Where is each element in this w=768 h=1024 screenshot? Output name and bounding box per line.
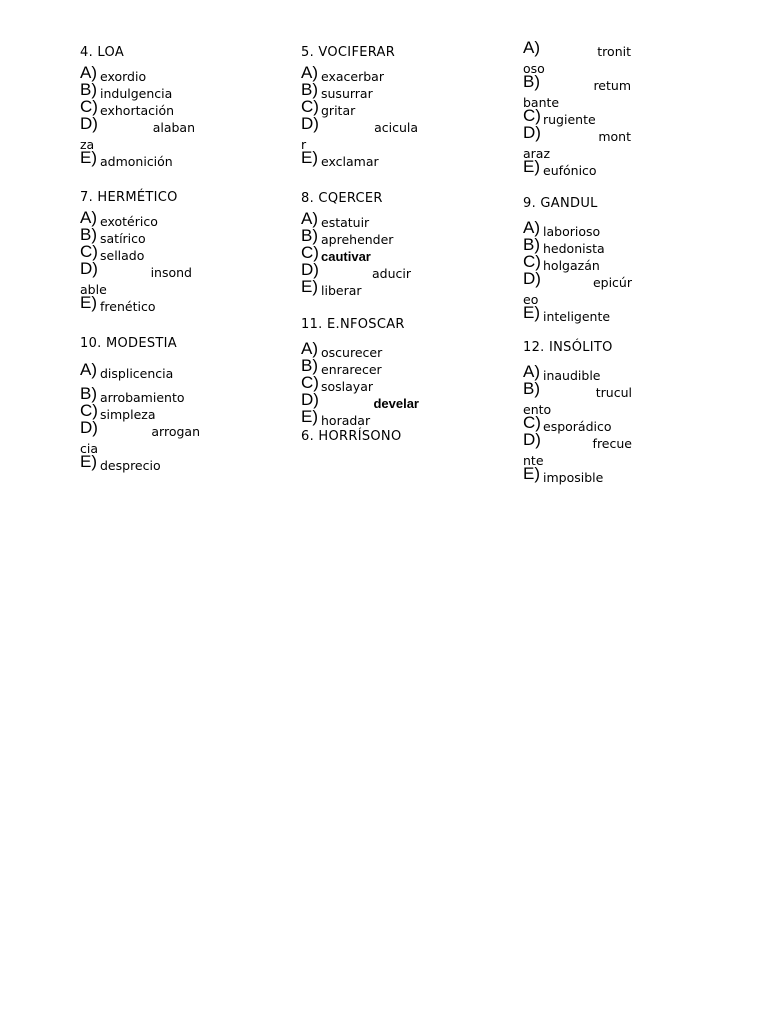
option-a[interactable]: A) displicencia	[80, 360, 174, 381]
option-a[interactable]: A) exotérico	[80, 208, 158, 229]
option-c[interactable]: C) esporádico	[523, 413, 612, 434]
option-b[interactable]: B) enrarecer	[301, 356, 382, 377]
option-b[interactable]: B) hedonista	[523, 235, 605, 256]
question-10	[80, 334, 200, 473]
option-e[interactable]: E) inteligente	[523, 303, 611, 324]
option-d[interactable]: D) aducir	[301, 260, 411, 281]
option-e[interactable]: E) desprecio	[80, 452, 161, 473]
option-d[interactable]: D) frecue nte	[523, 430, 632, 468]
question-title: 10. MODESTIA	[80, 336, 177, 351]
question-title: 4. LOA	[80, 45, 125, 60]
option-c[interactable]: C) sellado	[80, 242, 145, 263]
option-e[interactable]: E) frenético	[80, 293, 156, 314]
option-e[interactable]: E) eufónico	[523, 157, 597, 178]
option-a[interactable]: A) tronit oso	[523, 38, 631, 76]
option-a[interactable]: A) laborioso	[523, 218, 601, 239]
option-c[interactable]: C) simpleza	[80, 401, 156, 422]
question-6	[523, 38, 631, 178]
option-c[interactable]: C) holgazán	[523, 252, 600, 273]
option-b[interactable]: B) satírico	[80, 225, 146, 246]
question-title: 7. HERMÉTICO	[80, 190, 178, 205]
option-a[interactable]: A) inaudible	[523, 362, 601, 383]
question-12	[523, 338, 632, 485]
option-b[interactable]: B) indulgencia	[80, 80, 173, 101]
question-7	[80, 188, 192, 314]
question-11	[301, 315, 419, 445]
option-e[interactable]: E) horadar	[301, 407, 371, 428]
option-d[interactable]: D) mont araz	[523, 123, 631, 161]
option-d[interactable]: D) acicula r	[301, 114, 418, 152]
option-e[interactable]: E) imposible	[523, 464, 604, 485]
option-c[interactable]: C) exhortación	[80, 97, 175, 118]
option-e[interactable]: E) admonición	[80, 148, 173, 169]
question-8	[301, 189, 411, 298]
option-e[interactable]: E) liberar	[301, 277, 362, 298]
question-5	[301, 43, 418, 169]
option-a[interactable]: A) exordio	[80, 63, 147, 84]
option-b[interactable]: B) aprehender	[301, 226, 394, 247]
option-d[interactable]: D) insond able	[80, 259, 192, 297]
question-title: 5. VOCIFERAR	[301, 45, 396, 60]
question-title: 8. CQERCER	[301, 191, 383, 206]
option-d[interactable]: D) epicúr eo	[523, 269, 632, 307]
option-b[interactable]: B) retum bante	[523, 72, 631, 110]
option-a[interactable]: A) estatuir	[301, 209, 370, 230]
option-d[interactable]: D) alaban za	[80, 114, 195, 152]
option-d[interactable]: D) arrogan cia	[80, 418, 200, 456]
option-c[interactable]: C) cautivar	[301, 243, 371, 264]
option-c[interactable]: C) rugiente	[523, 106, 596, 127]
question-6-title: 6. HORRÍSONO	[301, 429, 402, 444]
option-c[interactable]: C) gritar	[301, 97, 356, 118]
option-a[interactable]: A) oscurecer	[301, 339, 383, 360]
option-b[interactable]: B) trucul ento	[523, 379, 632, 417]
option-d[interactable]: D) develar	[301, 390, 419, 411]
option-b[interactable]: B) arrobamiento	[80, 384, 185, 405]
option-e[interactable]: E) exclamar	[301, 148, 379, 169]
option-c[interactable]: C) soslayar	[301, 373, 374, 394]
question-4	[80, 43, 195, 169]
option-a[interactable]: A) exacerbar	[301, 63, 384, 84]
question-9	[523, 194, 632, 324]
question-title: 9. GANDUL	[523, 196, 598, 211]
question-title: 11. E.NFOSCAR	[301, 317, 405, 332]
question-title: 12. INSÓLITO	[523, 340, 613, 355]
option-b[interactable]: B) susurrar	[301, 80, 373, 101]
